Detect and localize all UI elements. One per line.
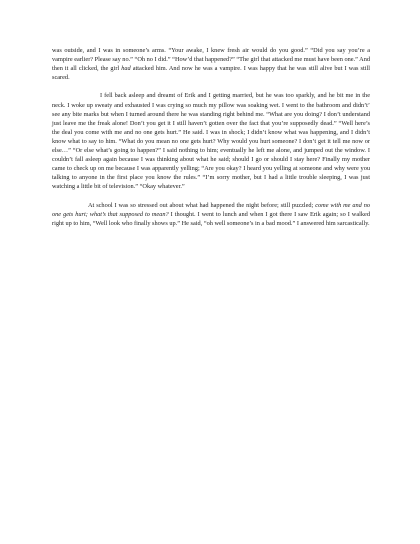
document-body	[52, 46, 370, 228]
paragraph-2	[52, 91, 370, 191]
paragraph-2-text: I fell back asleep and dreamt of Erik and I getting married, but he was too sparkly, and he bit me in the neck. I woke up sweaty and exhausted I was crying so much my pillow was soaking wet. I went to the bathroom and didn’t’ see any bite marks but when I turned around there he was standing right behind me. “What are you doing? I don’t understand just leave me the freak alone! Don’t you get it I still haven’t gotten over the fact that you’re supposedly dead.” “Well here’s the deal you come with me and no one gets hurt.” He said. I was in shock; I didn’t know what was happening, and I didn’t know what to say to him. “What do you mean no one gets hurt? Why would you hurt someone? I don’t get it tell me now or else…” “Or else what’s going to happen?” I said nothing to him; eventually he left me alone, and jumped out the window. I couldn’t fall asleep again because I was thinking about what he said; should I go or should I stay here? Finally my mother came to check up on me because I was apparently yelling; “Are you okay? I heard you yelling at someone and why were you talking to anyone in the first place you know the rules.” “I’m sorry mother, but I had a little trouble sleeping, I was just watching a little bit of television.” “Okay whatever.”	[52, 92, 370, 191]
paragraph-3-text: At school I was so stressed out about what had happened the night before; still puzzled;	[88, 201, 316, 209]
paragraph-3-emphasis: come with me and no one gets hurt; what’s that supposed to mean?	[52, 201, 370, 218]
paragraph-1-text: was outside, and I was in someone’s arms. “Your awake, I knew fresh air would do you good.” “Did you say you’re a vampire earlier? Please say no.” “Oh no I did.” “How’d that happened?” “The girl that attacked me must have been one.” And then it all clicked, the girl	[52, 47, 370, 73]
paragraph-1-text-end: attacked him. And now he was a vampire. I was happy that he was still alive but I was still scared.	[52, 65, 370, 82]
paragraph-1	[52, 46, 370, 82]
paragraph-1-emphasis: had	[121, 65, 131, 73]
paragraph-3	[52, 201, 370, 228]
paragraph-3-text-end: I thought. I went to lunch and when I got there I saw Erik again; so I walked right up to him, “Well look who finally shows up.” He said, “oh well someone’s in a bad mood.” I answered him sarcastically.	[52, 210, 370, 227]
